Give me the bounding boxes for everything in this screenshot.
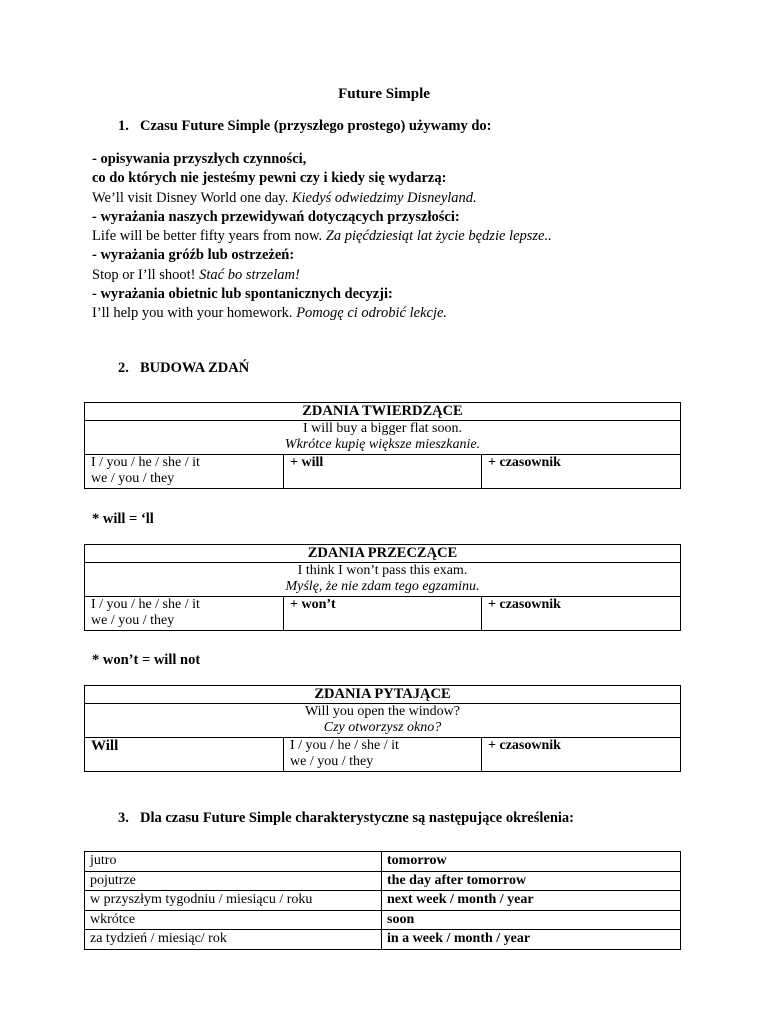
table-row	[85, 871, 681, 891]
affirmative-example	[85, 420, 681, 454]
example-pl: Za pięćdziesiąt lat życie będzie lepsze..	[325, 228, 552, 245]
example-en: I’ll help you with your homework.	[92, 305, 293, 322]
section-3-number: 3.	[118, 810, 129, 826]
example-en: We’ll visit Disney World one day.	[92, 189, 289, 206]
usage-line: co do których nie jesteśmy pewni czy i kiedy się wydarzą:	[92, 170, 447, 187]
usage-example	[92, 304, 712, 323]
contraction-note: * won’t = will not	[92, 652, 201, 668]
usage-line: - opisywania przyszłych czynności,	[92, 151, 307, 167]
negative-example	[85, 562, 681, 596]
verb-cell: + czasownik	[482, 737, 681, 771]
usage-line: - wyrażania gróźb lub ostrzeżeń:	[92, 247, 295, 264]
section-2-number: 2.	[118, 360, 129, 376]
subjects-singular: I / you / he / she / it	[290, 737, 399, 753]
verb-cell: + czasownik	[482, 454, 681, 488]
subjects-plural: we / you / they	[91, 613, 175, 628]
section-2-heading	[118, 360, 249, 377]
table-row	[85, 891, 681, 911]
section-1-number: 1.	[118, 118, 129, 134]
subjects-plural: we / you / they	[91, 471, 175, 486]
subjects-plural: we / you / they	[290, 754, 374, 769]
usage-line: - wyrażania naszych przewidywań dotyczących przyszłości:	[92, 208, 460, 225]
question-example	[85, 703, 681, 737]
example-en: Stop or I’ll shoot!	[92, 266, 196, 283]
example-pl: Myślę, że nie zdam tego egzaminu.	[285, 579, 480, 594]
example-pl: Stać bo strzelam!	[199, 266, 300, 283]
expression-en: the day after tomorrow	[382, 871, 681, 891]
subjects-singular: I / you / he / she / it	[91, 454, 200, 470]
contraction-note: * will = ‘ll	[92, 511, 154, 527]
example-en: Will you open the window?	[305, 703, 460, 719]
usage-example	[92, 266, 712, 285]
table-row	[85, 852, 681, 872]
subject-cell	[284, 737, 482, 771]
section-2-heading-text: BUDOWA ZDAŃ	[140, 360, 250, 376]
expression-pl: pojutrze	[85, 871, 382, 891]
negative-table	[84, 544, 681, 631]
usage-line: - wyrażania obietnic lub spontanicznych decyzji:	[92, 286, 393, 303]
auxiliary-cell: Will	[85, 737, 284, 771]
affirmative-table	[84, 402, 681, 489]
table-row	[85, 910, 681, 930]
subject-cell	[85, 454, 284, 488]
affirmative-header: ZDANIA TWIERDZĄCE	[85, 403, 681, 421]
example-pl: Pomogę ci odrobić lekcje.	[296, 305, 448, 322]
page-title: Future Simple	[338, 86, 430, 102]
example-pl: Kiedyś odwiedzimy Disneyland.	[291, 189, 477, 206]
section-1-heading	[118, 118, 491, 135]
question-header: ZDANIA PYTAJĄCE	[85, 686, 681, 704]
subject-cell	[85, 596, 284, 630]
subjects-singular: I / you / he / she / it	[91, 596, 200, 612]
verb-cell: + czasownik	[482, 596, 681, 630]
usage-list	[92, 150, 712, 324]
auxiliary-cell: + will	[284, 454, 482, 488]
expression-en: in a week / month / year	[382, 930, 681, 950]
question-table	[84, 685, 681, 772]
negative-header: ZDANIA PRZECZĄCE	[85, 545, 681, 563]
example-en: I will buy a bigger flat soon.	[302, 420, 463, 436]
usage-example	[92, 227, 712, 246]
usage-example	[92, 189, 712, 208]
section-1-heading-text: Czasu Future Simple (przyszłego prostego) używamy do:	[140, 118, 492, 134]
auxiliary-cell: + won’t	[284, 596, 482, 630]
example-en: Life will be better fifty years from now.	[92, 228, 323, 245]
expression-en: soon	[382, 910, 681, 930]
section-3-heading	[118, 810, 574, 827]
expression-pl: w przyszłym tygodniu / miesiącu / roku	[85, 891, 382, 911]
example-pl: Czy otworzysz okno?	[323, 720, 442, 735]
section-3-heading-text: Dla czasu Future Simple charakterystyczne są następujące określenia:	[140, 810, 575, 826]
expression-en: tomorrow	[382, 852, 681, 872]
expression-pl: wkrótce	[85, 910, 382, 930]
table-row	[85, 930, 681, 950]
expression-en: next week / month / year	[382, 891, 681, 911]
example-en: I think I won’t pass this exam.	[297, 562, 468, 578]
example-pl: Wkrótce kupię większe mieszkanie.	[284, 437, 481, 452]
time-expressions-table	[84, 851, 681, 950]
expression-pl: za tydzień / miesiąc/ rok	[85, 930, 382, 950]
expression-pl: jutro	[85, 852, 382, 872]
